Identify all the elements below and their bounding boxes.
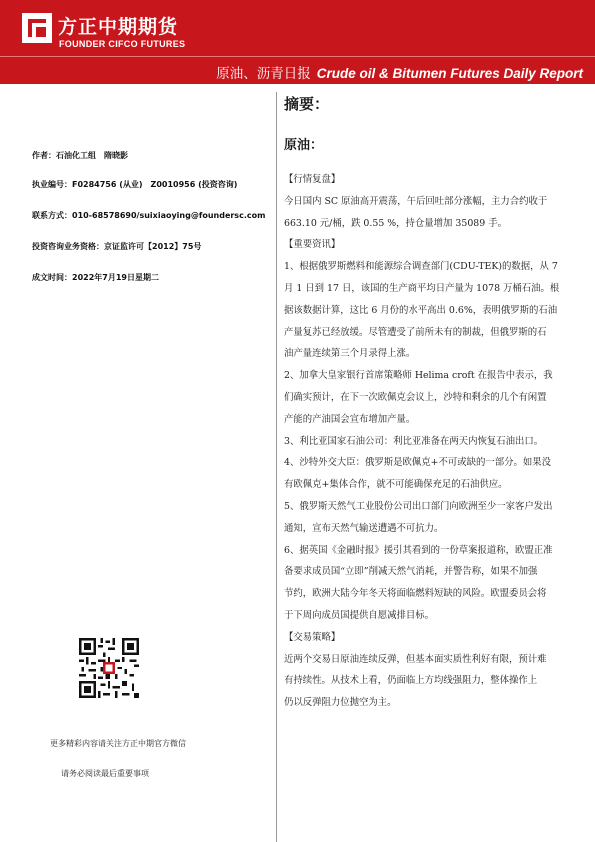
news-line: 5、俄罗斯天然气工业股份公司出口部门向欧洲至少一家客户发出 [284, 500, 553, 512]
market-review-label: 【行情复盘】 [284, 174, 341, 185]
wechat-qr-code-icon [79, 638, 139, 698]
summary-heading: 摘要： [284, 95, 330, 113]
report-body [284, 169, 588, 714]
news-line: 通知，宣布天然气输送遭遇不可抗力。 [284, 522, 444, 534]
report-title [216, 62, 583, 82]
news-label: 【重要资讯】 [284, 239, 341, 251]
news-line: 油产量连续第三个月录得上涨。 [284, 348, 416, 360]
author-line: 作者：石油化工组 隋晓影 [32, 151, 128, 160]
date-line: 成文时间：2022年7月19日星期二 [32, 273, 159, 282]
market-review-line: 663.10 元/桶，跌 0.55 %，持仓量增加 35089 手。 [284, 217, 507, 229]
news-line: 4、沙特外交大臣：俄罗斯是欧佩克+不可或缺的一部分。如果没 [284, 457, 551, 469]
news-line: 月 1 日到 17 日，该国的生产商平均日产量为 1078 万桶石油。根 [284, 282, 560, 294]
strategy-label: 【交易策略】 [284, 631, 341, 643]
market-review-line: 今日国内 SC 原油高开震荡，午后回吐部分涨幅，主力合约收于 [284, 195, 548, 207]
report-title-cn: 原油、沥青日报 [216, 66, 311, 82]
strategy-line: 有持续性。从技术上看，仍面临上方均线强阻力，整体操作上 [284, 675, 538, 687]
disclaimer-note: 请务必阅读最后重要事项 [61, 769, 149, 778]
strategy-line: 仍以反弹阻力位抛空为主。 [284, 697, 397, 709]
contact-line: 联系方式：010-68578690/suixiaoying@foundersc.com [32, 211, 266, 220]
news-line: 备要求成员国“立即”削减天然气消耗，并警告称，如果不加强 [284, 566, 538, 578]
brand-logo-icon [22, 13, 52, 43]
brand-name-en: FOUNDER CIFCO FUTURES [59, 39, 186, 49]
header-bar [0, 0, 595, 84]
news-line: 有欧佩克+集体合作，就不可能确保充足的石油供应。 [284, 479, 508, 491]
qr-caption: 更多精彩内容请关注方正中期官方微信 [50, 739, 186, 748]
header-divider [0, 56, 595, 57]
news-line: 1、根据俄罗斯燃料和能源综合调查部门(CDU-TEK)的数据，从 7 [284, 261, 558, 273]
news-line: 们确实预计，在下一次欧佩克会议上，沙特和剩余的几个有闲置 [284, 391, 547, 403]
news-line: 3、利比亚国家石油公司：利比亚准备在两天内恢复石油出口。 [284, 435, 544, 447]
news-line: 2、加拿大皇家银行首席策略师 Helima croft 在报告中表示，我 [284, 370, 553, 382]
license-line: 执业编号：F0284756 (从业) Z0010956 (投资咨询) [32, 180, 238, 189]
crude-heading: 原油： [284, 138, 324, 153]
qualification-line: 投资咨询业务资格：京证监许可【2012】75号 [32, 242, 202, 251]
report-title-en: Crude oil & Bitumen Futures Daily Report [316, 66, 583, 81]
brand-name-cn: 方正中期期货 [58, 16, 179, 38]
news-line: 6、据英国《金融时报》援引其看到的一份草案报道称，欧盟正准 [284, 544, 553, 556]
news-line: 于下周向成员国提供自愿减排目标。 [284, 609, 435, 621]
news-line: 节约，欧洲大陆今年冬天将面临燃料短缺的风险。欧盟委员会将 [284, 588, 547, 600]
strategy-line: 近两个交易日原油连续反弹，但基本面实质性利好有限，预计难 [284, 653, 547, 665]
news-line: 产量复苏已经放缓。尽管遭受了前所未有的制裁，但俄罗斯的石 [284, 326, 547, 338]
news-line: 产能的产油国会宣布增加产量。 [284, 413, 416, 425]
news-line: 据该数据计算，这比 6 月份的水平高出 0.6%，表明俄罗斯的石油 [284, 304, 558, 316]
column-divider [276, 92, 277, 842]
